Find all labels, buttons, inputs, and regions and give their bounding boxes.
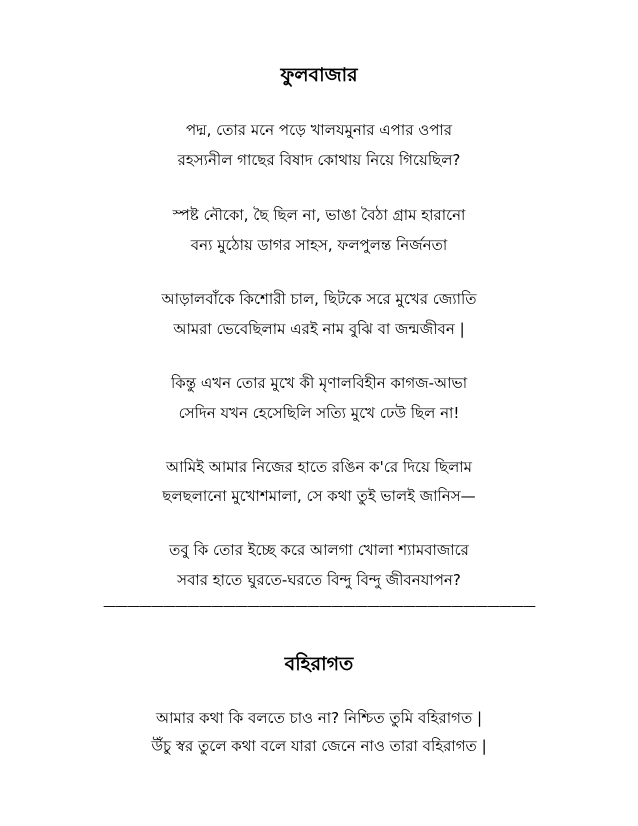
poem-line: ছলছলানো মুখোশমালা, সে কথা তুই ভালই জানিস— (162, 487, 476, 505)
poem-title-phulbazar: ফুলবাজার (280, 64, 358, 86)
poem-line: রহস্যনীল গাছের বিষাদ কোথায় নিয়ে গিয়েছিল? (177, 151, 461, 169)
poem-line: আমিই আমার নিজের হাতে রঙিন ক'রে দিয়ে ছিলাম (166, 458, 472, 476)
poem-line: আমার কথা কি বলতে চাও না? নিশ্চিত তুমি বহিরাগত | (155, 709, 483, 727)
poem-title-bahiragata: বহিরাগত (284, 653, 354, 675)
poem-line: আমরা ভেবেছিলাম এরই নাম বুঝি বা জন্মজীবন | (173, 320, 465, 338)
poem-line: তবু কি তোর ইচ্ছে করে আলগা খোলা শ্যামবাজারে (169, 541, 469, 559)
poem-line: সবার হাতে ঘুরতে-ঘরতে বিন্দু বিন্দু জীবনযাপন? (177, 571, 461, 589)
poem-line: উঁচু স্বর তুলে কথা বলে যারা জেনে নাও তারা বহিরাগত | (151, 737, 487, 755)
poem-line: পদ্ম, তোর মনে পড়ে খালযমুনার এপার ওপার (185, 121, 453, 139)
poem-line: আড়ালবাঁকে কিশোরী চাল, ছিটকে সরে মুখের জ্যোতি (161, 290, 477, 308)
poem-line: কিন্তু এখন তোর মুখে কী মৃণালবিহীন কাগজ-আভা (170, 374, 468, 392)
poem-line: সেদিন যখন হেসেছিলি সত্যি মুখে ঢেউ ছিল না! (178, 404, 460, 422)
poem-line: স্পষ্ট নৌকো, ছৈ ছিল না, ভাঙা বৈঠা গ্রাম হারানো (172, 206, 466, 224)
section-divider: ———————————————————————————————————— (103, 599, 535, 614)
poem-line: বন্য মুঠোয় ডাগর সাহস, ফলপুলন্ত নির্জনতা (190, 236, 448, 254)
